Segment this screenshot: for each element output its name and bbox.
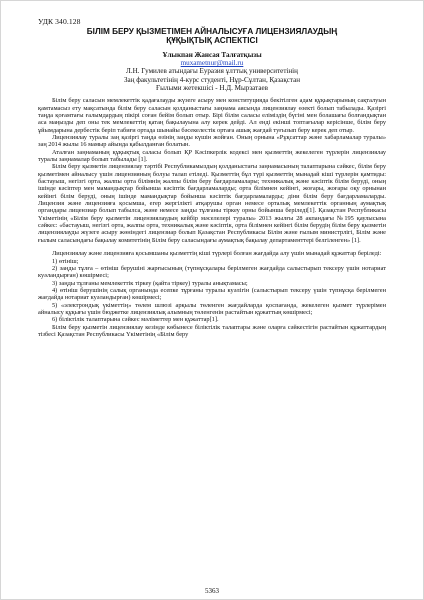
list-item: 1) өтініш; xyxy=(52,257,79,265)
paragraph-qualification: Білім беру қызметін лицензиялау кезінде көбынесе біліктілік талаптары және оларға сәйкестігін растайтын құжаттардың тізбесі Қазақстан Республикасы Үкіметінің «Білім беру xyxy=(38,323,386,338)
paragraph-documents-intro: Лицензиялау және лицензияға қосымшаны қызметтің кіші түрлері болған жағдайда алу үшін мынадай құжаттар беріледі: xyxy=(52,250,382,258)
page-number: 5363 xyxy=(205,587,219,595)
paragraph-intro: Білім беру саласын мемлекеттік қадағалауды жүзеге асыру мен конституцияда бекітілген адам құқықтарының сақталуын қамтамасыз ету мақсатында білім беру саласын қолданыстағы заңнама аясында лицензиялау өзекті болып табылады. Қазіргі таңда қоғамтағы ғалымдардың пікірі соған бейім болып отыр. Бірі білім саласы еліміздің бүгіні мен болашағы болғандықтан аса маңызды деп оны тек мемлекеттің қатаң бақылауына алу керек дейді. Ал енді екінші топтағылар керісінше, білім беру ұйымдарына дербестік беріп табиғи ортада шынайы бәсекелестік ортаға ашық жағдай туғызып беру керек деп отыр. xyxy=(38,97,386,134)
paragraph-licensing-order: Білім беру қызметін лицензиялау тәртібі Республикамыздың қолданыстағы заңнамасының талаптарына сәйкес, білім беру қызметімен айналысу үшін лицензияның болуы талап етіледі. Қызметтің бұл түрі қызметтің мынадай кіші түрлерін қамтиды: бастауыш, негізгі орта, жалпы орта білімнің жалпы білім беру бағдарламалары; техникалық және кәсіптік білім беруді, оның ішінде кәсіптер мен мамандықтар бойынша кәсіптік бағдарламаларды; орта білімнен кейінгі, жоғары, жоғары оқу орнынан кейінгі білім беруді, оның ішінде мамандықтар бойынша кәсіптік бағдарламаларды; діни білім беру бағдарламаларды. Лицензия және лицензияға қосымша, егер жергілікті атқарушы орган немесе орталық мемлекеттік органның аумақтық органдары лицензиар болып табылса, және немесе заңды тұлғаны тіркеу орны бойынша беріледі[1]. Қазақстан Республикасы Үкіметінің «Білім беру қызметін лицензиялаудың кейбір мәселелері туралы» 2013 жылғы 28 акпандағы №195 қаулысына сәйкес: «бастауыш, негізгі орта, жалпы орта, техникалық және кәсіптік, орта білімнен кейінгі білім берудің білім беру қызметін лицензиялауды жүзеге асыру жөніндегі лицензиар болып Қазақстан Республикасы Білім және ғылым министрлігі, Білім және ғылым саласындағы бақылау комитетінің Білім беру саласындағы аумақтық бақылау департаменттері белгіленген» [1]. xyxy=(38,163,386,244)
author-affiliation-1: Л.Н. Гумилев атындағы Еуразия ұлттық университетінің xyxy=(126,67,298,76)
author-block xyxy=(38,51,386,92)
title-line-1: БІЛІМ БЕРУ ҚЫЗМЕТІМЕН АЙНАЛЫСУҒА ЛИЦЕНЗИЯЛАУДЫҢ xyxy=(86,27,338,36)
author-email-link[interactable]: muxametnur@mail.ru xyxy=(180,59,244,68)
list-item: 5) «электрондық үкіметтің» төлем шлюзі арқылы төленген жағдайларда қоспағанда, жекелеген қызмет түрлерімен айналысу құқығы үшін бюджетке лицензиялық алымның төленгенін растайтын құжаттың көшірмесі; xyxy=(38,301,386,316)
supervisor: Ғылыми жетекшісі - Н.Д. Мырзатаев xyxy=(156,84,268,92)
article-body xyxy=(38,97,386,338)
list-item: 6) біліктілік талаптарына сәйкес мәліметтер мен құжаттар[1]. xyxy=(52,316,219,324)
title-line-2: ҚҰҚЫҚТЫҚ АСПЕКТІСІ xyxy=(166,36,258,46)
article-title xyxy=(38,27,386,46)
list-item: 4) өтініш берушінің салық органында есепке тұрғаны туралы куәлігін (салыстырып тексеру үшін түпнұсқа берілмеген жағдайда нотариат куәландырған) көшірмесі; xyxy=(38,286,386,302)
paragraph-legal-field: Аталған заңнаманың құқықтық саласы болып ҚР Кәсіпкерлік кодексі мен қызметтің жекелеген түрлерін лицензиялау туралы заңнамалар болып табылады [1]. xyxy=(38,148,386,164)
list-item: 2) заңды тұлға – өтініш берушіні жарғысының (түпнұсқалары берілмеген жағдайда салыстырып тексеру үшін нотариат куәландырған) көшірмесі; xyxy=(38,264,386,280)
paragraph-law: Лицензиялау туралы заң қазіргі таңда өзінің заңды күшін жойған. Оның орнына «Рұқсаттар және хабарламалар туралы» заң 2014 жылы 16 мамыр айында қабылданған болатын. xyxy=(38,134,386,149)
udc-code: УДК 340.128 xyxy=(38,17,81,26)
list-item: 3) заңды тұлғаны мемлекеттік тіркеу (қайта тіркеу) туралы анықтамасы; xyxy=(52,279,248,287)
author-name: Ұлыкпан Жансая Талғатқызы xyxy=(162,50,262,59)
author-affiliation-2: Заң факультетінің 4-курс студенті, Нұр-Сұлтан, Қазақстан xyxy=(123,75,301,84)
